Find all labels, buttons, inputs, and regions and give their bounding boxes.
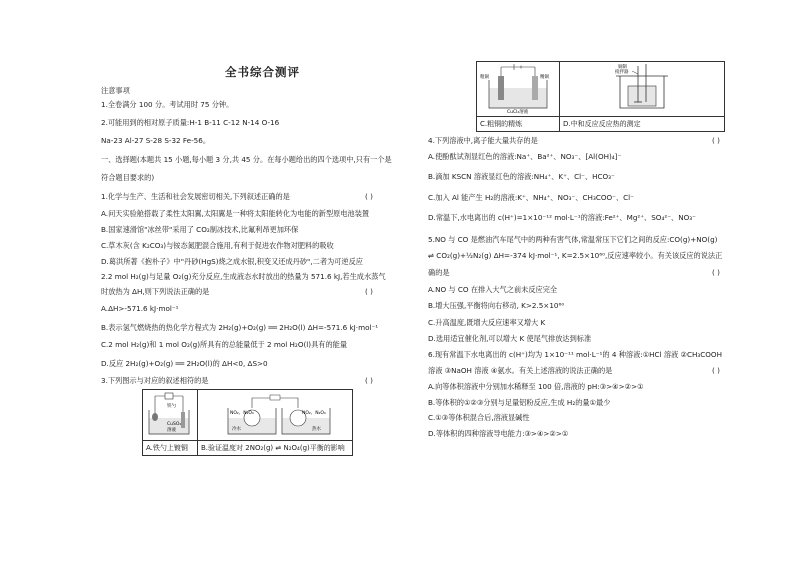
q3-figure-a-caption: A.铁勺上镀铜 <box>143 440 197 455</box>
notes-line-1: 1.全卷满分 100 分。考试用时 75 分钟。 <box>101 100 234 109</box>
q3-figure-b-caption: B.验证温度对 2NO₂(g) ⇌ N₂O₄(g)平衡的影响 <box>198 440 352 455</box>
fig-b-cold-water-label: 冷水 <box>232 427 241 432</box>
q5-stem-line-2: ⇌ CO₂(g)+½N₂(g) ΔH=-374 kJ·mol⁻¹, K=2.5×10⁶⁰,反应速率较小。有关该反应的说法正 <box>428 251 723 260</box>
fig-a-spoon-label: 铁勺 <box>167 404 176 409</box>
section-heading-line-2: 符合题目要求的) <box>101 173 155 182</box>
q6-stem-line-2: 溶液 ③NaOH 溶液 ④氨水。有关上述溶液的说法正确的是 <box>428 366 613 375</box>
q2-option-c: C.2 mol H₂(g)和 1 mol O₂(g)所具有的总能量低于 2 mol H₂O(l)具有的能量 <box>101 340 348 349</box>
q5-stem-line-1: 5.NO 与 CO 是燃油汽车尾气中的两种有害气体,常温常压下它们之间的反应:CO(g)+NO(g) <box>428 235 718 244</box>
q2-stem-line-1: 2.2 mol H₂(g)与足量 O₂(g)充分反应,生成液态水时放出的热量为 571.6 kJ,若生成水蒸气 <box>101 272 386 281</box>
q2-answer-blank: ( ) <box>365 287 373 296</box>
fig-a-solution-label: CuSO₄ <box>167 422 182 427</box>
q5-answer-blank: ( ) <box>712 268 720 277</box>
q4-option-a: A.使酚酞试剂显红色的溶液:Na⁺、Ba²⁺、NO₃⁻、[Al(OH)₄]⁻ <box>428 152 622 161</box>
section-heading-line-1: 一、选择题(本题共 15 小题,每小题 3 分,共 45 分。在每小题给出的四个选项中,只有一个是 <box>101 155 392 164</box>
q6-option-b: B.等体积的①②③分别与足量铝粉反应,生成 H₂的量①最少 <box>428 398 611 407</box>
fig-c-pure-copper-label: 精铜 <box>540 75 549 80</box>
notes-line-3: Na-23 Al-27 S-28 S-32 Fe-56。 <box>101 136 211 145</box>
q6-option-d: D.等体积的四种溶液导电能力:③>④>②>① <box>428 429 569 438</box>
q6-option-c: C.①③等体积混合后,溶液显碱性 <box>428 413 530 422</box>
q4-option-c: C.加入 Al 能产生 H₂的溶液:K⁺、NH₄⁺、NO₃⁻、CH₃COO⁻、Cl⁻ <box>428 193 634 202</box>
q1-stem: 1.化学与生产、生活和社会发展密切相关,下列叙述正确的是 <box>101 192 290 201</box>
q1-option-c: C.草木灰(含 K₂CO₃)与铵态氮肥混合施用,有利于促进农作物对肥料的吸收 <box>101 241 334 250</box>
fig-a-solution-label-2: 溶液 <box>167 428 176 433</box>
q2-option-b: B.表示氢气燃烧热的热化学方程式为 2H₂(g)+O₂(g) ══ 2H₂O(l) ΔH=-571.6 kJ·mol⁻¹ <box>101 323 379 332</box>
q2-stem-line-2: 时放热为 ΔH,则下列说法正确的是 <box>101 287 210 296</box>
q3-figure-c-caption: C.粗铜的精炼 <box>477 116 559 131</box>
q5-option-b: B.增大压强,平衡将向右移动, K>2.5×10⁶⁰ <box>428 301 565 310</box>
q4-option-b: B.滴加 KSCN 溶液显红色的溶液:NH₄⁺、K⁺、Cl⁻、HCO₃⁻ <box>428 172 615 181</box>
q1-option-d: D.葛洪所著《抱朴子》中"丹砂(HgS)烧之成水银,积变又还成丹砂",二者为可逆反应 <box>101 257 363 266</box>
q2-option-a: A.ΔH>-571.6 kJ·mol⁻¹ <box>101 304 179 313</box>
calorimeter-diagram <box>560 62 724 114</box>
notes-line-2: 2.可能用到的相对原子质量:H-1 B-11 C-12 N-14 O-16 <box>101 118 280 127</box>
fig-d-stirrer-label-1: 铜制 <box>618 65 627 70</box>
q2-option-d: D.反应 2H₂(g)+O₂(g) ══ 2H₂O(l)的 ΔH<0, ΔS>0 <box>101 359 268 368</box>
q3-figure-table-ab <box>142 389 353 456</box>
temperature-equilibrium-diagram <box>198 390 352 438</box>
q4-answer-blank: ( ) <box>712 136 720 145</box>
fig-c-solution-label: CuCl₂溶液 <box>507 110 529 114</box>
q5-option-c: C.升高温度,既增大反应速率又增大 K <box>428 318 546 327</box>
q4-stem: 4.下列溶液中,离子能大量共存的是 <box>428 136 538 145</box>
q3-figure-d-caption: D.中和反应反应热的测定 <box>560 116 724 131</box>
q1-option-b: B.国家速滑馆"冰丝带"采用了 CO₂制冰技术,比氟利昂更加环保 <box>101 225 299 234</box>
copper-refining-diagram <box>477 62 559 114</box>
q6-option-a: A.向等体积溶液中分别加水稀释至 100 倍,溶液的 pH:③>④>②>① <box>428 382 644 391</box>
fig-b-hot-water-label: 热水 <box>312 427 321 432</box>
q3-figure-b <box>198 390 353 456</box>
q5-option-d: D.选用适宜催化剂,可以增大 K 使尾气排放达到标准 <box>428 334 592 343</box>
q3-figure-table-cd <box>476 61 725 132</box>
q4-option-d: D.常温下,水电离出的 c(H⁺)=1×10⁻¹² mol·L⁻¹的溶液:Fe²⁺、Mg²⁺、SO₄²⁻、NO₃⁻ <box>428 213 696 222</box>
fig-d-stirrer-label-2: 搅拌器 <box>615 70 629 75</box>
q3-figure-d <box>560 62 725 132</box>
q3-figure-c <box>477 62 560 132</box>
q1-option-a: A.问天实验舱搭载了柔性太阳翼,太阳翼是一种将太阳能转化为电能的新型原电池装置 <box>101 209 370 218</box>
notes-heading: 注意事项 <box>101 86 130 95</box>
q6-answer-blank: ( ) <box>712 366 720 375</box>
q6-stem-line-1: 6.现有常温下水电离出的 c(H⁺)均为 1×10⁻¹¹ mol·L⁻¹的 4 种溶液:①HCl 溶液 ②CH₃COOH <box>428 350 722 359</box>
fig-b-right-gas-label: NO₂、N₂O₄ <box>302 411 326 416</box>
q1-answer-blank: ( ) <box>365 192 373 201</box>
q3-answer-blank: ( ) <box>365 376 373 385</box>
q3-stem: 3.下列图示与对应的叙述相符的是 <box>101 376 209 385</box>
q5-stem-line-3: 确的是 <box>428 268 450 277</box>
q5-option-a: A.NO 与 CO 在排入大气之前未反应完全 <box>428 285 558 294</box>
fig-c-crude-copper-label: 粗铜 <box>480 75 489 80</box>
fig-b-left-gas-label: NO₂、N₂O₄ <box>230 411 254 416</box>
q3-figure-a <box>143 390 198 456</box>
page-title: 全书综合测评 <box>225 65 300 79</box>
electroplating-diagram <box>143 390 197 438</box>
